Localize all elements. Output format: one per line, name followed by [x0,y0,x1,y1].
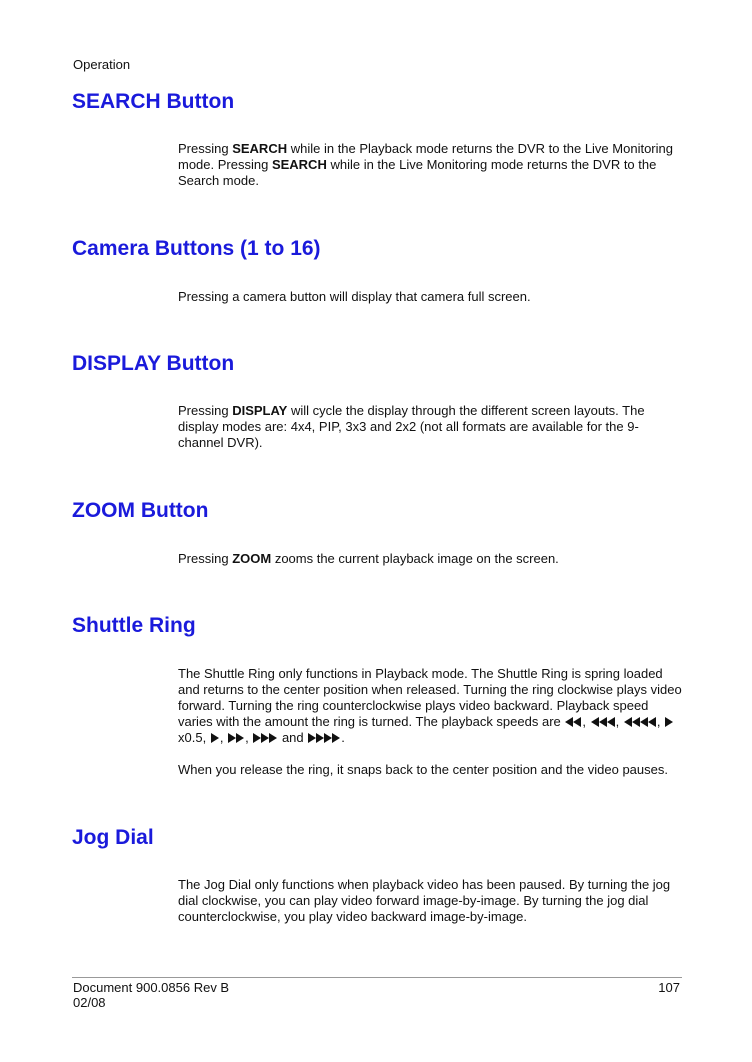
rewind-2x-icon [564,717,582,727]
comma: , [219,730,224,745]
paragraph-shuttle [178,666,682,746]
keyword: SEARCH [232,141,288,156]
running-header: Operation [73,57,131,72]
text: Pressing [178,403,233,418]
conjunction: and [281,730,304,745]
forward-2x-icon [227,733,245,743]
rewind-4x-icon [623,717,657,727]
keyword: SEARCH [271,157,327,172]
footer-document-info [73,980,229,1010]
paragraph-jog: The Jog Dial only functions when playback video has been paused. By turning the jog dial clockwise, you can play video forward image-by-image. By turning the jog dial counterclockwise, you play video backward image-by-image. [178,877,671,924]
keyword: DISPLAY [232,403,288,418]
comma: , [245,730,249,745]
document-date: 02/08 [73,995,106,1010]
forward-3x-icon [252,733,278,743]
page-number: 107 [658,980,680,995]
period: . [341,730,345,745]
heading-display-button: DISPLAY Button [72,352,235,375]
paragraph-shuttle-release: When you release the ring, it snaps back to the center position and the video pauses. [178,762,668,777]
play-1x-icon [210,733,220,743]
rewind-3x-icon [590,717,616,727]
comma: , [615,714,620,729]
text: while in the Playback mode returns the DVR to the Live Monitoring mode. Pressing [178,141,673,172]
forward-4x-icon [307,733,341,743]
text: will cycle the display through the different screen layouts. The display modes are: 4x4, PIP, 3x3 and 2x2 (not all formats are available for the 9-channel DVR). [178,403,645,450]
heading-search-button: SEARCH Button [72,90,235,113]
footer-divider [72,977,682,978]
keyword: ZOOM [232,551,272,566]
paragraph-camera: Pressing a camera button will display that camera full screen. [178,289,531,304]
heading-jog-dial: Jog Dial [72,826,154,849]
comma: , [656,714,661,729]
heading-zoom-button: ZOOM Button [72,499,209,522]
document-number: Document 900.0856 Rev B [73,980,230,995]
paragraph-search [178,141,682,189]
play-slow-icon [664,717,674,727]
text: Pressing [178,141,233,156]
text: zooms the current playback image on the screen. [271,551,559,566]
heading-camera-buttons: Camera Buttons (1 to 16) [72,237,321,260]
paragraph-display [178,403,682,451]
heading-shuttle-ring: Shuttle Ring [72,614,196,637]
text: The Shuttle Ring only functions in Playback mode. The Shuttle Ring is spring loaded and returns to the center position when released. Turning the ring clockwise plays video forward. Turning the ring counterclockwise plays video backward. Playback speed varies with the amount the ring is turned. The playback speeds are [178,666,682,729]
comma: , [582,714,586,729]
text: while in the Live Monitoring mode returns the DVR to the Search mode. [178,157,657,188]
paragraph-zoom [178,551,682,567]
text: Pressing [178,551,233,566]
speed-label: x0.5, [178,730,207,745]
